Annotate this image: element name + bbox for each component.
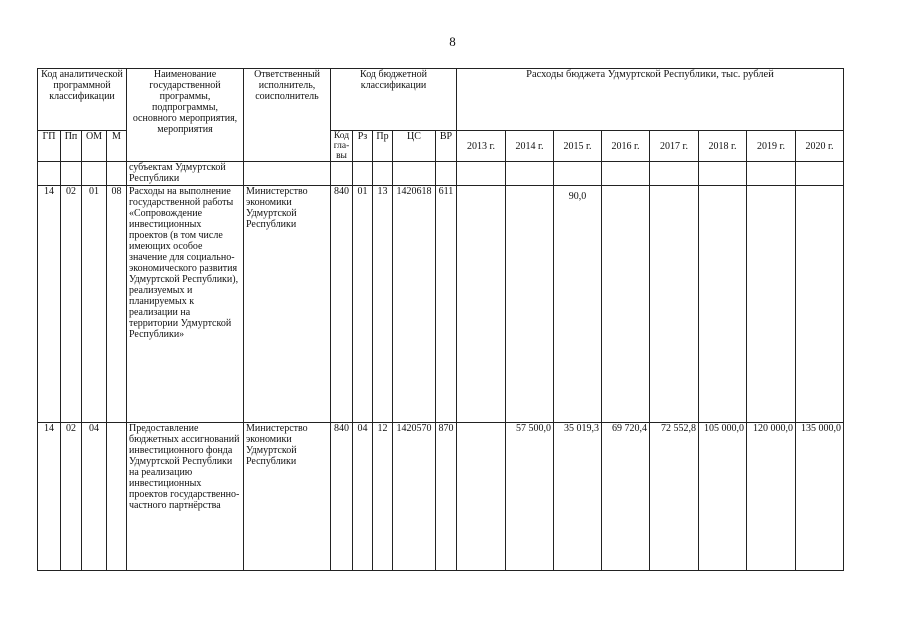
header-kod-glavy: Код гла-вы xyxy=(331,131,353,162)
header-analytic-code: Код аналитической программной классификации xyxy=(38,69,127,131)
cell-value-2016 xyxy=(602,186,650,423)
cell-value-2014: 57 500,0 xyxy=(506,423,554,571)
cell-kod-glavy: 840 xyxy=(331,186,353,423)
budget-table xyxy=(37,68,844,571)
cell-vr: 870 xyxy=(436,423,457,571)
cell-om: 04 xyxy=(82,423,107,571)
header-year-2017: 2017 г. xyxy=(650,131,699,162)
cell-value-2014 xyxy=(506,186,554,423)
cell-value-2015: 90,0 xyxy=(554,186,602,423)
cell-executor: Министерство экономики Удмуртской Республики xyxy=(244,423,331,571)
cell-value-2018 xyxy=(699,186,747,423)
header-pp: Пп xyxy=(61,131,82,162)
cell-name: Предоставление бюджетных ассигнований инвестиционного фонда Удмуртской Республики на реализацию инвестиционных проектов государственно-частного партнёрства xyxy=(127,423,244,571)
cell-executor: Министерство экономики Удмуртской Республики xyxy=(244,186,331,423)
page-number: 8 xyxy=(449,34,456,49)
table-row xyxy=(38,162,844,186)
header-rz: Рз xyxy=(353,131,373,162)
header-pr: Пр xyxy=(373,131,393,162)
header-om: ОМ xyxy=(82,131,107,162)
header-year-2019: 2019 г. xyxy=(747,131,796,162)
cell-value-2018: 105 000,0 xyxy=(699,423,747,571)
cell-value-2015: 35 019,3 xyxy=(554,423,602,571)
table-row xyxy=(38,186,844,423)
header-budget-code: Код бюджетной классификации xyxy=(331,69,457,131)
header-executor: Ответственный исполнитель, соисполнитель xyxy=(244,69,331,162)
header-name: Наименование государственной программы, подпрограммы, основного мероприятия, мероприятия xyxy=(127,69,244,162)
header-expenses: Расходы бюджета Удмуртской Республики, тыс. рублей xyxy=(457,69,844,131)
cell-m: 08 xyxy=(107,186,127,423)
cell-pr: 12 xyxy=(373,423,393,571)
cell-cs: 1420618 xyxy=(393,186,436,423)
cell-rz: 04 xyxy=(353,423,373,571)
cell-value-2017: 72 552,8 xyxy=(650,423,699,571)
cell-rz: 01 xyxy=(353,186,373,423)
table-row xyxy=(38,423,844,571)
header-year-2013: 2013 г. xyxy=(457,131,506,162)
cell-value-2019 xyxy=(747,186,796,423)
cell-value-2020: 135 000,0 xyxy=(796,423,844,571)
cell-pp: 02 xyxy=(61,423,82,571)
cell-name: Расходы на выполнение государственной работы «Сопровождение инвестиционных проектов (в том числе имеющих особое значение для социально-экономического развития Удмуртской Республики), реализуемых и планируемых к реализации на территории Удмуртской Республики» xyxy=(127,186,244,423)
cell-gp: 14 xyxy=(38,186,61,423)
cell-vr: 611 xyxy=(436,186,457,423)
cell-value-2019: 120 000,0 xyxy=(747,423,796,571)
header-cs: ЦС xyxy=(393,131,436,162)
header-year-2020: 2020 г. xyxy=(796,131,844,162)
cell-m xyxy=(107,423,127,571)
header-gp: ГП xyxy=(38,131,61,162)
cell-pr: 13 xyxy=(373,186,393,423)
header-vr: ВР xyxy=(436,131,457,162)
header-year-2015: 2015 г. xyxy=(554,131,602,162)
header-year-2018: 2018 г. xyxy=(699,131,747,162)
cell-value-2013 xyxy=(457,423,506,571)
cell-gp: 14 xyxy=(38,423,61,571)
cell-value-2017 xyxy=(650,186,699,423)
continuation-text: субъектам Удмуртской Республики xyxy=(127,162,244,186)
cell-cs: 1420570 xyxy=(393,423,436,571)
header-year-2016: 2016 г. xyxy=(602,131,650,162)
cell-value-2013 xyxy=(457,186,506,423)
cell-value-2020 xyxy=(796,186,844,423)
header-m: М xyxy=(107,131,127,162)
cell-value-2016: 69 720,4 xyxy=(602,423,650,571)
header-year-2014: 2014 г. xyxy=(506,131,554,162)
cell-pp: 02 xyxy=(61,186,82,423)
cell-kod-glavy: 840 xyxy=(331,423,353,571)
cell-om: 01 xyxy=(82,186,107,423)
